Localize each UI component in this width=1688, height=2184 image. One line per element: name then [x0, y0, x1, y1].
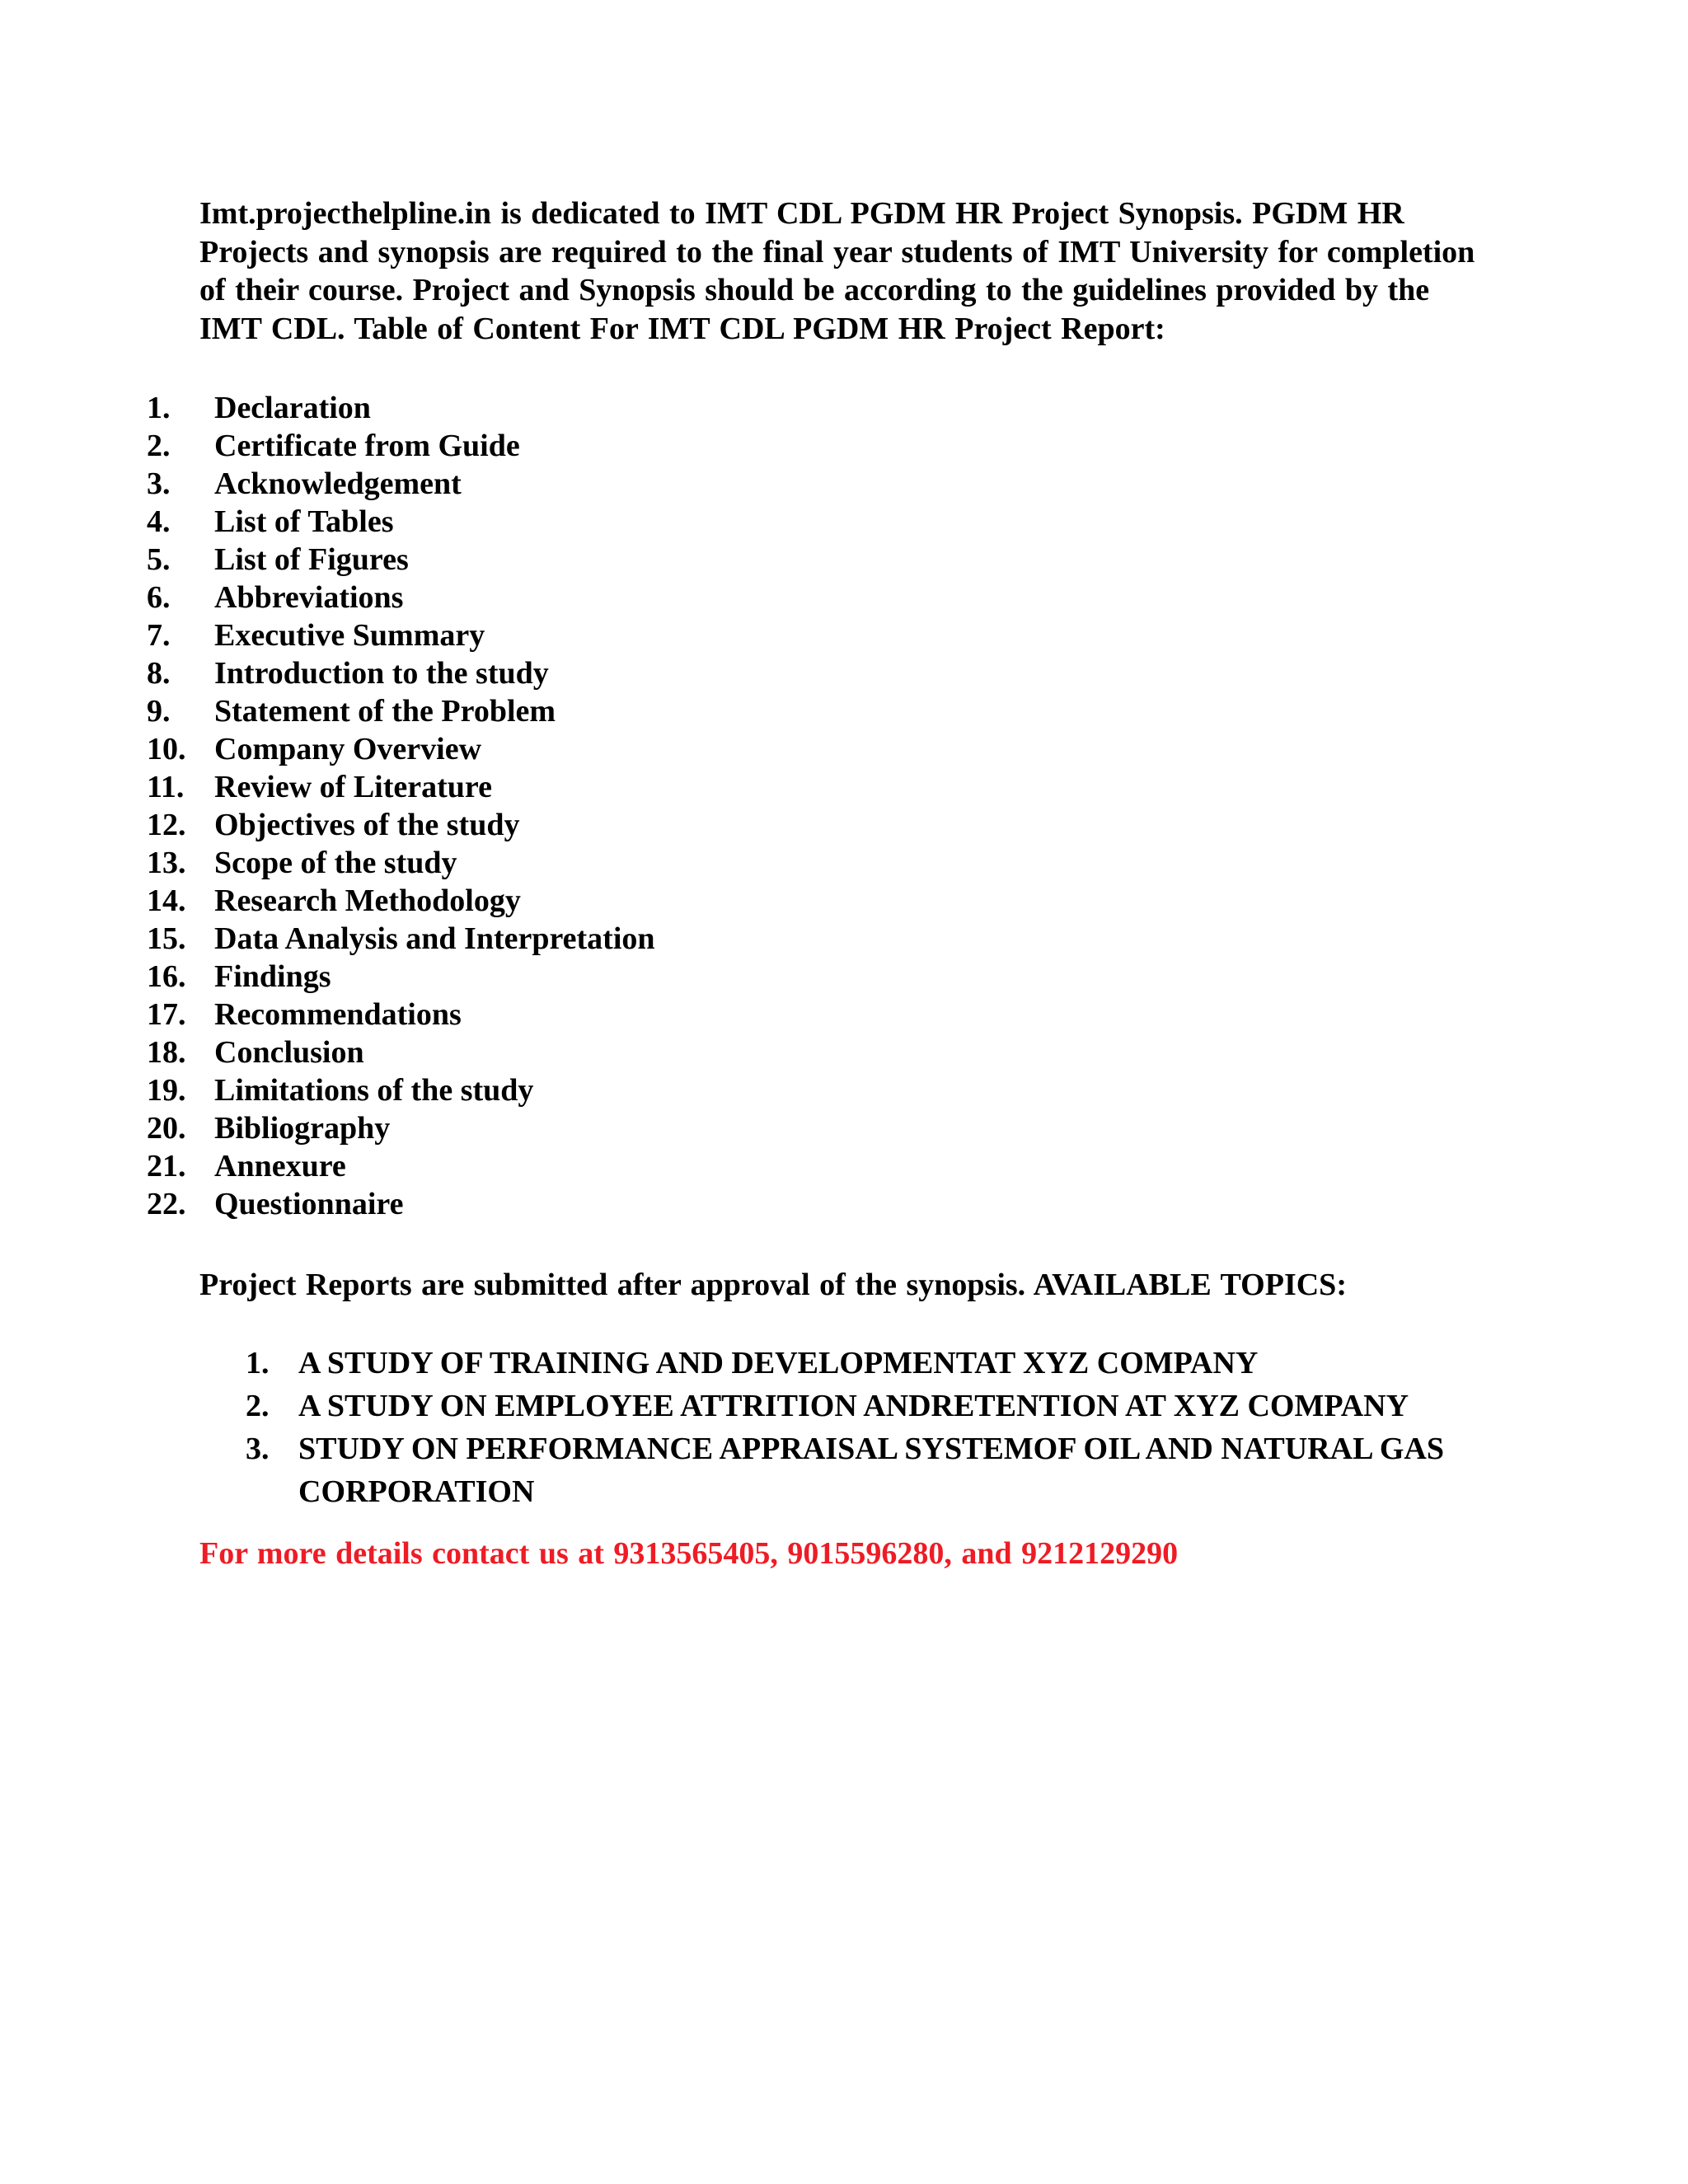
- toc-item-label: Abbreviations: [214, 580, 404, 615]
- toc-item-label: Introduction to the study: [214, 656, 549, 691]
- toc-item-label: Recommendations: [214, 997, 462, 1032]
- available-topics-list: [246, 1342, 1531, 1513]
- toc-item-label: List of Tables: [214, 504, 394, 539]
- toc-item-number: 22.: [147, 1187, 186, 1221]
- toc-item: [147, 692, 1136, 730]
- toc-item: [147, 465, 1136, 503]
- toc-item: [147, 996, 1136, 1033]
- topic-item: [246, 1427, 1531, 1513]
- toc-item-label: Limitations of the study: [214, 1073, 534, 1108]
- toc-item: [147, 844, 1136, 882]
- toc-item-number: 9.: [147, 694, 171, 729]
- toc-item-label: Review of Literature: [214, 770, 492, 804]
- toc-item: [147, 806, 1136, 844]
- toc-item-label: Statement of the Problem: [214, 694, 556, 729]
- toc-item: [147, 541, 1136, 579]
- toc-item-number: 14.: [147, 883, 186, 918]
- toc-item-number: 20.: [147, 1111, 186, 1146]
- toc-item-number: 13.: [147, 846, 186, 880]
- toc-item-number: 15.: [147, 921, 186, 956]
- topic-item: [246, 1342, 1531, 1385]
- topic-item-number: 2.: [246, 1389, 270, 1423]
- toc-item-number: 4.: [147, 504, 171, 539]
- toc-item-number: 21.: [147, 1149, 186, 1183]
- toc-item-label: Certificate from Guide: [214, 429, 520, 463]
- toc-item: [147, 958, 1136, 996]
- toc-item: [147, 579, 1136, 616]
- toc-item-number: 6.: [147, 580, 171, 615]
- toc-item: [147, 503, 1136, 541]
- toc-item: [147, 1147, 1136, 1185]
- toc-item-number: 1.: [147, 391, 171, 425]
- toc-item: [147, 1109, 1136, 1147]
- toc-item: [147, 427, 1136, 465]
- toc-item-number: 11.: [147, 770, 185, 804]
- toc-item-label: Acknowledgement: [214, 466, 462, 501]
- toc-item-label: Annexure: [214, 1149, 346, 1183]
- toc-item-label: Declaration: [214, 391, 371, 425]
- topic-item-number: 3.: [246, 1432, 270, 1466]
- toc-item-number: 7.: [147, 618, 171, 653]
- toc-item: [147, 1185, 1136, 1223]
- toc-item-number: 2.: [147, 429, 171, 463]
- toc-item: [147, 730, 1136, 768]
- intro-paragraph: Imt.projecthelpline.in is dedicated to IMT CDL PGDM HR Project Synopsis. PGDM HR Projects and synopsis are required to the final year students of IMT University for completion of their course. Project and Synopsis should be according to the guidelines provided by the IMT CDL. Table of Content For IMT CDL PGDM HR Project Report:: [199, 196, 1475, 346]
- toc-item-number: 18.: [147, 1035, 186, 1070]
- toc-item-label: Questionnaire: [214, 1187, 404, 1221]
- topic-item-label: A STUDY OF TRAINING AND DEVELOPMENTAT XYZ COMPANY: [298, 1346, 1259, 1380]
- toc-item-number: 10.: [147, 732, 186, 766]
- toc-item-label: Findings: [214, 959, 331, 994]
- toc-item-label: Executive Summary: [214, 618, 485, 653]
- topic-item-number: 1.: [246, 1346, 270, 1380]
- toc-item-number: 17.: [147, 997, 186, 1032]
- toc-item-label: Research Methodology: [214, 883, 521, 918]
- toc-item-label: Scope of the study: [214, 846, 457, 880]
- toc-item-number: 5.: [147, 542, 171, 577]
- topic-item-label: A STUDY ON EMPLOYEE ATTRITION ANDRETENTION AT XYZ COMPANY: [298, 1389, 1409, 1423]
- toc-item: [147, 1071, 1136, 1109]
- toc-item: [147, 389, 1136, 427]
- topic-item-label: STUDY ON PERFORMANCE APPRAISAL SYSTEMOF OIL AND NATURAL GAS CORPORATION: [298, 1432, 1444, 1509]
- toc-item: [147, 920, 1136, 958]
- toc-item-label: Data Analysis and Interpretation: [214, 921, 655, 956]
- approval-paragraph: Project Reports are submitted after approval of the synopsis. AVAILABLE TOPICS:: [199, 1268, 1347, 1302]
- toc-item-number: 16.: [147, 959, 186, 994]
- toc-item-label: Conclusion: [214, 1035, 364, 1070]
- toc-item: [147, 654, 1136, 692]
- toc-item-number: 8.: [147, 656, 171, 691]
- toc-item-label: List of Figures: [214, 542, 409, 577]
- toc-item: [147, 768, 1136, 806]
- toc-item-label: Company Overview: [214, 732, 482, 766]
- toc-item-label: Bibliography: [214, 1111, 391, 1146]
- toc-item-number: 19.: [147, 1073, 186, 1108]
- toc-item-number: 12.: [147, 808, 186, 842]
- contact-line: For more details contact us at 9313565405, 9015596280, and 9212129290: [199, 1536, 1179, 1571]
- toc-item-label: Objectives of the study: [214, 808, 520, 842]
- toc-item: [147, 616, 1136, 654]
- toc-item: [147, 1033, 1136, 1071]
- table-of-contents: [147, 389, 1136, 1223]
- toc-item-number: 3.: [147, 466, 171, 501]
- toc-item: [147, 882, 1136, 920]
- topic-item: [246, 1385, 1531, 1427]
